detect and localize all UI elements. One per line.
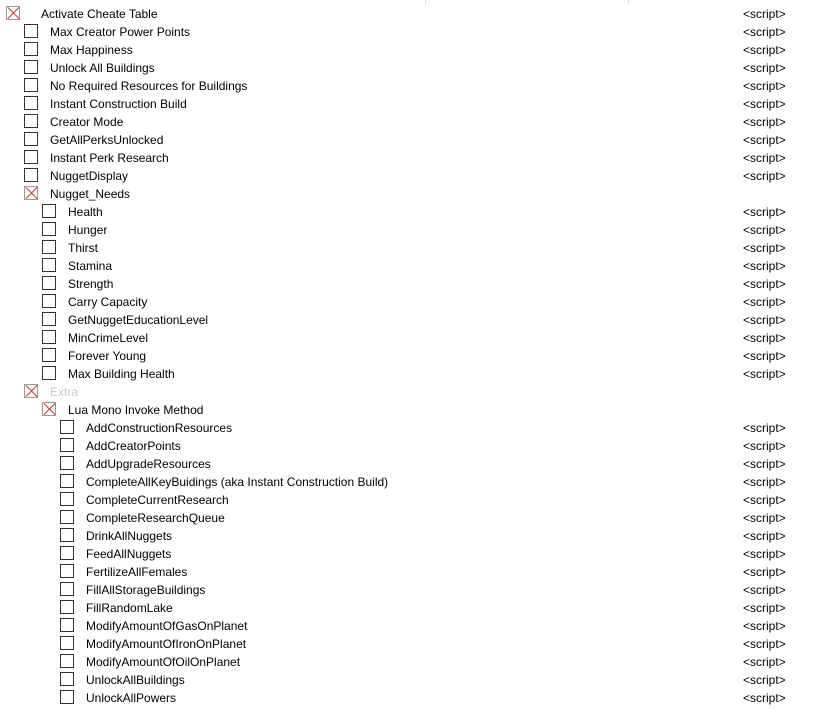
- table-row[interactable]: [0, 671, 821, 689]
- cheat-table-tree: [0, 5, 821, 707]
- row-value: <script>: [743, 637, 786, 651]
- row-description: Forever Young: [68, 349, 147, 363]
- row-description: Creator Mode: [50, 115, 124, 129]
- active-checkbox[interactable]: [24, 168, 38, 182]
- row-description: UnlockAllPowers: [86, 691, 177, 705]
- row-description: Stamina: [68, 259, 113, 273]
- table-row[interactable]: [0, 311, 821, 329]
- table-row[interactable]: [0, 581, 821, 599]
- active-checkbox[interactable]: [60, 672, 74, 686]
- active-checkbox[interactable]: [60, 474, 74, 488]
- column-separator: [425, 0, 426, 4]
- column-separator: [628, 0, 629, 4]
- table-row[interactable]: [0, 293, 821, 311]
- row-value: <script>: [743, 673, 786, 687]
- active-checkbox[interactable]: [60, 618, 74, 632]
- table-row[interactable]: [0, 113, 821, 131]
- active-checkbox[interactable]: [42, 348, 56, 362]
- active-checkbox[interactable]: [42, 402, 56, 416]
- row-description: ModifyAmountOfIronOnPlanet: [86, 637, 247, 651]
- row-value: <script>: [743, 565, 786, 579]
- row-value: <script>: [743, 331, 786, 345]
- row-description: FillRandomLake: [86, 601, 173, 615]
- active-checkbox[interactable]: [60, 456, 74, 470]
- table-row[interactable]: [0, 149, 821, 167]
- row-description: NuggetDisplay: [50, 169, 129, 183]
- active-checkbox[interactable]: [60, 492, 74, 506]
- row-value: <script>: [743, 367, 786, 381]
- table-row[interactable]: [0, 95, 821, 113]
- row-description: Hunger: [68, 223, 108, 237]
- row-description: No Required Resources for Buildings: [50, 79, 248, 93]
- row-value: <script>: [743, 421, 786, 435]
- row-description: Instant Perk Research: [50, 151, 169, 165]
- active-checkbox[interactable]: [60, 510, 74, 524]
- row-description: AddCreatorPoints: [86, 439, 181, 453]
- row-description: Health: [68, 205, 103, 219]
- row-description: Max Building Health: [68, 367, 175, 381]
- table-row[interactable]: [0, 383, 821, 401]
- table-row[interactable]: [0, 257, 821, 275]
- row-value: <script>: [743, 313, 786, 327]
- row-value: <script>: [743, 619, 786, 633]
- row-description: Nugget_Needs: [50, 187, 131, 201]
- active-checkbox[interactable]: [60, 546, 74, 560]
- active-checkbox[interactable]: [24, 96, 38, 110]
- row-value: <script>: [743, 259, 786, 273]
- active-checkbox[interactable]: [42, 258, 56, 272]
- row-value: <script>: [743, 241, 786, 255]
- row-value: <script>: [743, 133, 786, 147]
- table-row[interactable]: [0, 545, 821, 563]
- row-value: <script>: [743, 43, 786, 57]
- table-row[interactable]: [0, 617, 821, 635]
- table-row[interactable]: [0, 527, 821, 545]
- row-value: <script>: [743, 529, 786, 543]
- row-value: <script>: [743, 7, 786, 21]
- table-row[interactable]: [0, 491, 821, 509]
- active-checkbox[interactable]: [42, 204, 56, 218]
- active-checkbox[interactable]: [60, 420, 74, 434]
- row-value: <script>: [743, 457, 786, 471]
- active-checkbox[interactable]: [42, 240, 56, 254]
- row-value: <script>: [743, 97, 786, 111]
- row-description: GetNuggetEducationLevel: [68, 313, 209, 327]
- row-description: MinCrimeLevel: [68, 331, 149, 345]
- table-row[interactable]: [0, 41, 821, 59]
- active-checkbox[interactable]: [24, 78, 38, 92]
- row-description: FertilizeAllFemales: [86, 565, 188, 579]
- active-checkbox[interactable]: [6, 6, 20, 20]
- active-checkbox[interactable]: [42, 276, 56, 290]
- row-description: AddUpgradeResources: [86, 457, 211, 471]
- table-row[interactable]: [0, 689, 821, 707]
- row-description: Lua Mono Invoke Method: [68, 403, 204, 417]
- row-value: <script>: [743, 169, 786, 183]
- active-checkbox[interactable]: [42, 330, 56, 344]
- active-checkbox[interactable]: [60, 438, 74, 452]
- table-row[interactable]: [0, 185, 821, 203]
- row-description: Activate Cheate Table: [41, 7, 158, 21]
- active-checkbox[interactable]: [42, 366, 56, 380]
- table-row[interactable]: [0, 77, 821, 95]
- table-row[interactable]: [0, 635, 821, 653]
- table-row[interactable]: [0, 203, 821, 221]
- table-row[interactable]: [0, 653, 821, 671]
- table-row[interactable]: [0, 23, 821, 41]
- active-checkbox[interactable]: [60, 654, 74, 668]
- row-value: <script>: [743, 25, 786, 39]
- row-value: <script>: [743, 277, 786, 291]
- row-value: <script>: [743, 223, 786, 237]
- table-row[interactable]: [0, 59, 821, 77]
- table-row[interactable]: [0, 347, 821, 365]
- row-value: <script>: [743, 349, 786, 363]
- row-description: ModifyAmountOfGasOnPlanet: [86, 619, 248, 633]
- row-description: FeedAllNuggets: [86, 547, 172, 561]
- table-row[interactable]: [0, 167, 821, 185]
- table-row[interactable]: [0, 329, 821, 347]
- row-value: <script>: [743, 691, 786, 705]
- row-value: <script>: [743, 115, 786, 129]
- row-value: <script>: [743, 583, 786, 597]
- row-value: <script>: [743, 79, 786, 93]
- active-checkbox[interactable]: [60, 636, 74, 650]
- column-header-edge: [0, 0, 821, 4]
- active-checkbox[interactable]: [24, 60, 38, 74]
- row-description: ModifyAmountOfOilOnPlanet: [86, 655, 241, 669]
- row-description: CompleteResearchQueue: [86, 511, 225, 525]
- row-value: <script>: [743, 547, 786, 561]
- row-description: Thirst: [68, 241, 98, 255]
- row-description: Instant Construction Build: [50, 97, 187, 111]
- active-checkbox[interactable]: [42, 294, 56, 308]
- active-checkbox[interactable]: [42, 312, 56, 326]
- row-value: <script>: [743, 475, 786, 489]
- table-row[interactable]: [0, 473, 821, 491]
- table-row[interactable]: [0, 5, 821, 23]
- table-row[interactable]: [0, 455, 821, 473]
- active-checkbox[interactable]: [24, 42, 38, 56]
- table-row[interactable]: [0, 509, 821, 527]
- active-checkbox[interactable]: [24, 384, 38, 398]
- row-description: Max Creator Power Points: [50, 25, 191, 39]
- row-value: <script>: [743, 439, 786, 453]
- table-row[interactable]: [0, 437, 821, 455]
- active-checkbox[interactable]: [60, 600, 74, 614]
- row-description: Extra: [50, 385, 79, 399]
- row-value: <script>: [743, 151, 786, 165]
- row-value: <script>: [743, 601, 786, 615]
- row-description: CompleteCurrentResearch: [86, 493, 229, 507]
- table-row[interactable]: [0, 563, 821, 581]
- active-checkbox[interactable]: [24, 114, 38, 128]
- row-description: FillAllStorageBuildings: [86, 583, 206, 597]
- active-checkbox[interactable]: [60, 528, 74, 542]
- active-checkbox[interactable]: [60, 564, 74, 578]
- table-row[interactable]: [0, 419, 821, 437]
- row-value: <script>: [743, 655, 786, 669]
- table-row[interactable]: [0, 401, 821, 419]
- row-description: AddConstructionResources: [86, 421, 233, 435]
- active-checkbox[interactable]: [24, 132, 38, 146]
- table-row[interactable]: [0, 221, 821, 239]
- row-value: <script>: [743, 493, 786, 507]
- row-description: DrinkAllNuggets: [86, 529, 173, 543]
- row-value: <script>: [743, 205, 786, 219]
- row-description: Unlock All Buildings: [50, 61, 155, 75]
- table-row[interactable]: [0, 599, 821, 617]
- row-value: <script>: [743, 61, 786, 75]
- row-description: UnlockAllBuildings: [86, 673, 185, 687]
- table-row[interactable]: [0, 275, 821, 293]
- active-checkbox[interactable]: [42, 222, 56, 236]
- row-description: Strength: [68, 277, 114, 291]
- row-value: <script>: [743, 295, 786, 309]
- active-checkbox[interactable]: [60, 690, 74, 704]
- table-row[interactable]: [0, 239, 821, 257]
- active-checkbox[interactable]: [24, 24, 38, 38]
- row-description: Carry Capacity: [68, 295, 148, 309]
- row-description: CompleteAllKeyBuidings (aka Instant Construction Build): [86, 475, 389, 489]
- table-row[interactable]: [0, 131, 821, 149]
- row-description: GetAllPerksUnlocked: [50, 133, 164, 147]
- active-checkbox[interactable]: [60, 582, 74, 596]
- active-checkbox[interactable]: [24, 150, 38, 164]
- active-checkbox[interactable]: [24, 186, 38, 200]
- row-description: Max Happiness: [50, 43, 133, 57]
- row-value: <script>: [743, 511, 786, 525]
- table-row[interactable]: [0, 365, 821, 383]
